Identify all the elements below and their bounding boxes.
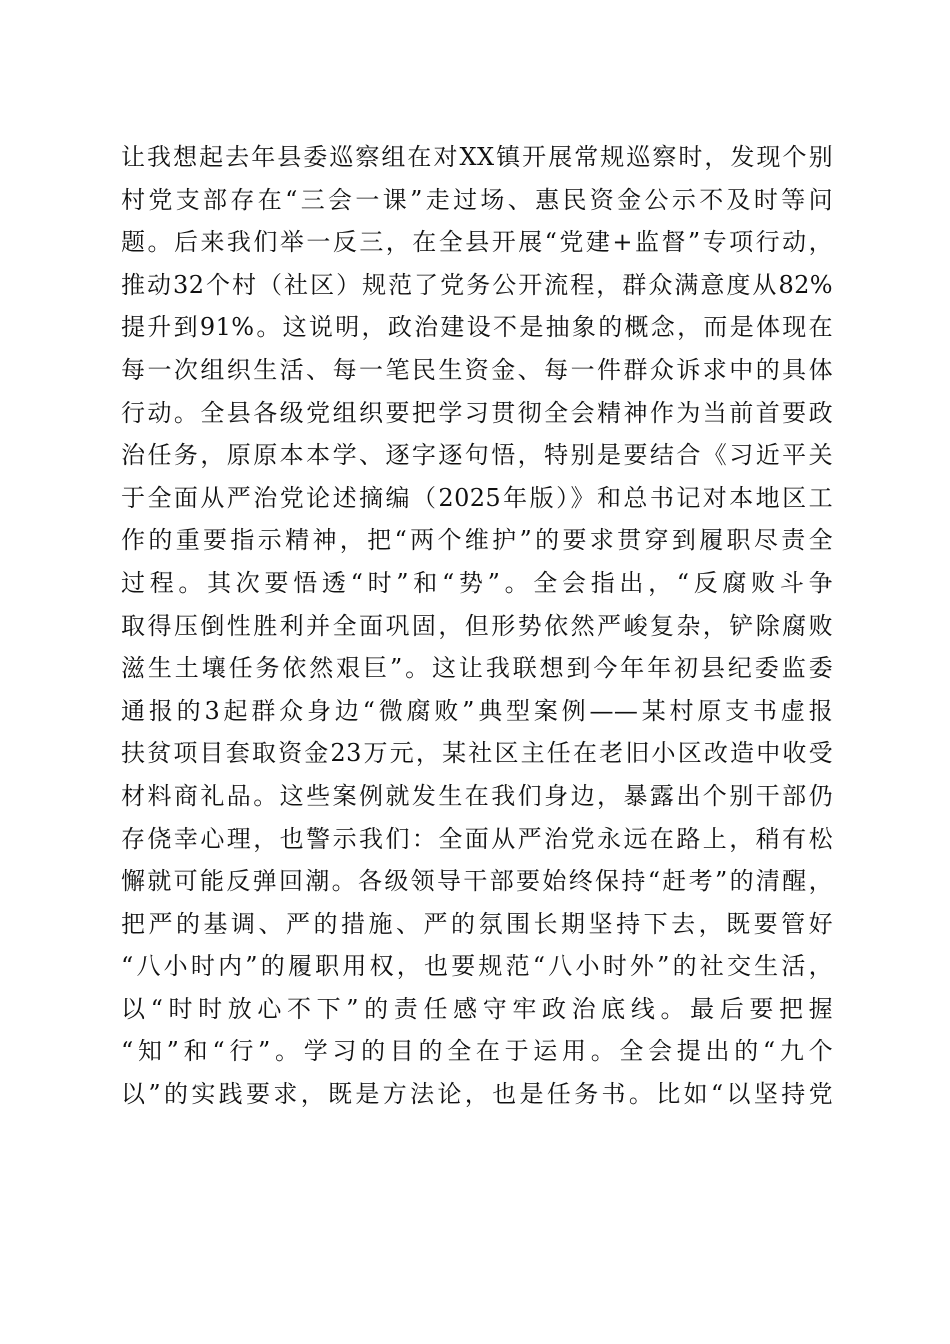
text-line: 村党支部存在“三会一课”走过场、惠民资金公示不及时等问	[121, 185, 833, 214]
text-line: 以“时时放心不下”的责任感守牢政治底线。最后要把握	[121, 994, 833, 1023]
text-line: 过程。其次要悟透“时”和“势”。全会指出，“反腐败斗争	[121, 568, 833, 597]
text-line: 存侥幸心理，也警示我们：全面从严治党永远在路上，稍有松	[121, 824, 833, 853]
text-line: 扶贫项目套取资金23万元，某社区主任在老旧小区改造中收受	[121, 739, 833, 768]
text-line: 行动。全县各级党组织要把学习贯彻全会精神作为当前首要政	[121, 398, 833, 427]
text-line: 让我想起去年县委巡察组在对XX镇开展常规巡察时，发现个别	[121, 143, 833, 171]
body-paragraph	[121, 136, 833, 1116]
text-line: 材料商礼品。这些案例就发生在我们身边，暴露出个别干部仍	[121, 781, 833, 810]
text-line: 把严的基调、严的措施、严的氛围长期坚持下去，既要管好	[121, 909, 833, 938]
text-line: “八小时内”的履职用权，也要规范“八小时外”的社交生活，	[121, 952, 833, 981]
text-line: 提升到91%。这说明，政治建设不是抽象的概念，而是体现在	[121, 313, 833, 342]
text-line: 以”的实践要求，既是方法论，也是任务书。比如“以坚持党	[121, 1080, 833, 1109]
text-line: 每一次组织生活、每一笔民生资金、每一件群众诉求中的具体	[121, 355, 833, 384]
text-line: 治任务，原原本本学、逐字逐句悟，特别是要结合《习近平关	[121, 441, 833, 470]
text-line: 滋生土壤任务依然艰巨”。这让我联想到今年年初县纪委监委	[121, 654, 833, 683]
text-line: 取得压倒性胜利并全面巩固，但形势依然严峻复杂，铲除腐败	[121, 611, 833, 640]
text-line: 作的重要指示精神，把“两个维护”的要求贯穿到履职尽责全	[121, 526, 833, 555]
text-line: 题。后来我们举一反三，在全县开展“党建+监督”专项行动，	[121, 228, 833, 257]
text-line: 推动32个村（社区）规范了党务公开流程，群众满意度从82%	[121, 270, 833, 299]
text-line: 懈就可能反弹回潮。各级领导干部要始终保持“赶考”的清醒，	[121, 867, 833, 896]
text-line: 通报的3起群众身边“微腐败”典型案例——某村原支书虚报	[121, 696, 833, 725]
text-line: “知”和“行”。学习的目的全在于运用。全会提出的“九个	[121, 1037, 833, 1066]
text-line: 于全面从严治党论述摘编（2025年版）》和总书记对本地区工	[121, 483, 833, 512]
